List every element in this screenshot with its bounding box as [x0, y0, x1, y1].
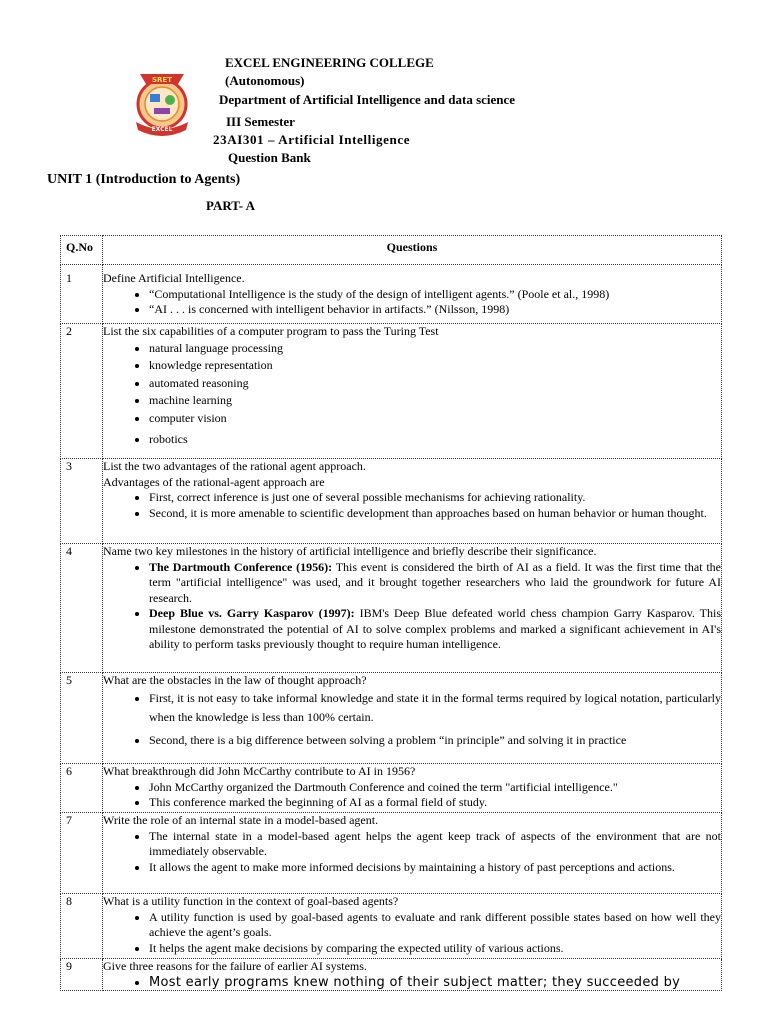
unit-title: UNIT 1 (Introduction to Agents): [47, 172, 241, 187]
question-text: List the six capabilities of a computer program to pass the Turing Test: [103, 324, 439, 338]
course-title: 23AI301 – Artificial Intelligence: [213, 132, 411, 147]
question-text: List the two advantages of the rational agent approach.: [103, 459, 366, 473]
answer-point: • automated reasoning: [149, 375, 721, 393]
answer-point: [149, 560, 721, 607]
question-subtext: Advantages of the rational-agent approach are: [103, 474, 325, 489]
autonomous-label: (Autonomous): [225, 73, 305, 88]
answer-point: • John McCarthy organized the Dartmouth Conference and coined the term "artificial intelligence.": [149, 780, 721, 796]
milestone-title: Deep Blue vs. Garry Kasparov (1997):: [149, 606, 355, 620]
answer-point: • First, it is not easy to take informal knowledge and state it in the formal terms required by logical notation, particularly when the knowledge is less than 100% certain.: [149, 689, 721, 727]
question-row: [61, 265, 722, 324]
answer-point: • “Computational Intelligence is the study of the design of intelligent agents.” (Poole et al., 1998): [149, 287, 721, 303]
question-text: Write the role of an internal state in a model-based agent.: [103, 813, 379, 827]
answer-point: • Second, it is more amenable to scientific development than approaches based on human behavior or human thought.: [149, 506, 721, 522]
question-table: [60, 235, 722, 991]
question-row: [61, 459, 722, 544]
question-text: What breakthrough did John McCarthy contribute to AI in 1956?: [103, 764, 416, 778]
milestone-description: IBM's Deep Blue defeated world chess champion Garry Kasparov. This milestone demonstrated the potential of AI to solve complex problems and marked a significant achievement in AI's ability to perform tasks previously thought to require human intelligence.: [149, 606, 722, 651]
question-number: 2: [61, 324, 103, 459]
question-row: [61, 894, 722, 959]
question-row: [61, 544, 722, 673]
question-number: 7: [61, 813, 103, 894]
question-bank-label: Question Bank: [228, 150, 311, 165]
logo-bottom-text: EXCEL: [151, 126, 173, 133]
answer-point: • “AI . . . is concerned with intelligent behavior in artifacts.” (Nilsson, 1998): [149, 302, 721, 318]
qno-header: Q.No: [61, 236, 103, 265]
answer-point: • It allows the agent to make more informed decisions by maintaining a history of past perceptions and actions.: [149, 860, 721, 876]
question-text: What is a utility function in the context of goal-based agents?: [103, 894, 399, 908]
semester-label: III Semester: [226, 114, 295, 129]
question-text: Name two key milestones in the history of artificial intelligence and briefly describe their significance.: [103, 544, 597, 558]
question-number: 1: [61, 265, 103, 324]
question-row: [61, 813, 722, 894]
answer-point: • robotics: [149, 431, 721, 449]
answer-point: • machine learning: [149, 392, 721, 410]
questions-header: Questions: [103, 236, 722, 265]
question-number: 5: [61, 673, 103, 764]
answer-point: • This conference marked the beginning of AI as a formal field of study.: [149, 795, 721, 811]
answer-point: [149, 606, 721, 653]
answer-point: • A utility function is used by goal-based agents to evaluate and rank different possible states based on how well they achieve the agent’s goals.: [149, 910, 721, 941]
logo-top-text: SRET: [152, 76, 172, 84]
college-name: EXCEL ENGINEERING COLLEGE: [225, 55, 434, 70]
table-header-row: [61, 236, 722, 265]
question-text: What are the obstacles in the law of thought approach?: [103, 673, 367, 687]
question-text: Give three reasons for the failure of earlier AI systems.: [103, 959, 367, 973]
answer-point: • computer vision: [149, 410, 721, 428]
answer-point: • knowledge representation: [149, 357, 721, 375]
department-name: Department of Artificial Intelligence and data science: [219, 92, 516, 107]
question-number: 4: [61, 544, 103, 673]
question-row: [61, 673, 722, 764]
question-number: 6: [61, 764, 103, 813]
milestone-description: This event is considered the birth of AI as a field. It was the first time that the term "artificial intelligence" was used, and it brought together researchers who laid the groundwork for future AI research.: [149, 559, 722, 605]
college-logo: [126, 70, 198, 138]
question-text: Define Artificial Intelligence.: [103, 271, 245, 285]
answer-point: • It helps the agent make decisions by comparing the expected utility of various actions.: [149, 941, 721, 957]
question-row: [61, 959, 722, 991]
question-number: 3: [61, 459, 103, 544]
question-number: 8: [61, 894, 103, 959]
question-number: 9: [61, 959, 103, 991]
milestone-title: The Dartmouth Conference (1956):: [149, 559, 333, 574]
answer-point: • Most early programs knew nothing of their subject matter; they succeeded by: [149, 975, 721, 991]
question-row: [61, 324, 722, 459]
answer-point: • Second, there is a big difference between solving a problem “in principle” and solving it in practice: [149, 731, 721, 750]
answer-point: • natural language processing: [149, 340, 721, 358]
question-row: [61, 764, 722, 813]
part-title: PART- A: [206, 198, 256, 213]
answer-point: • The internal state in a model-based agent helps the agent keep track of aspects of the environment that are not immediately observable.: [149, 829, 721, 860]
answer-point: • First, correct inference is just one of several possible mechanisms for achieving rationality.: [149, 490, 721, 506]
